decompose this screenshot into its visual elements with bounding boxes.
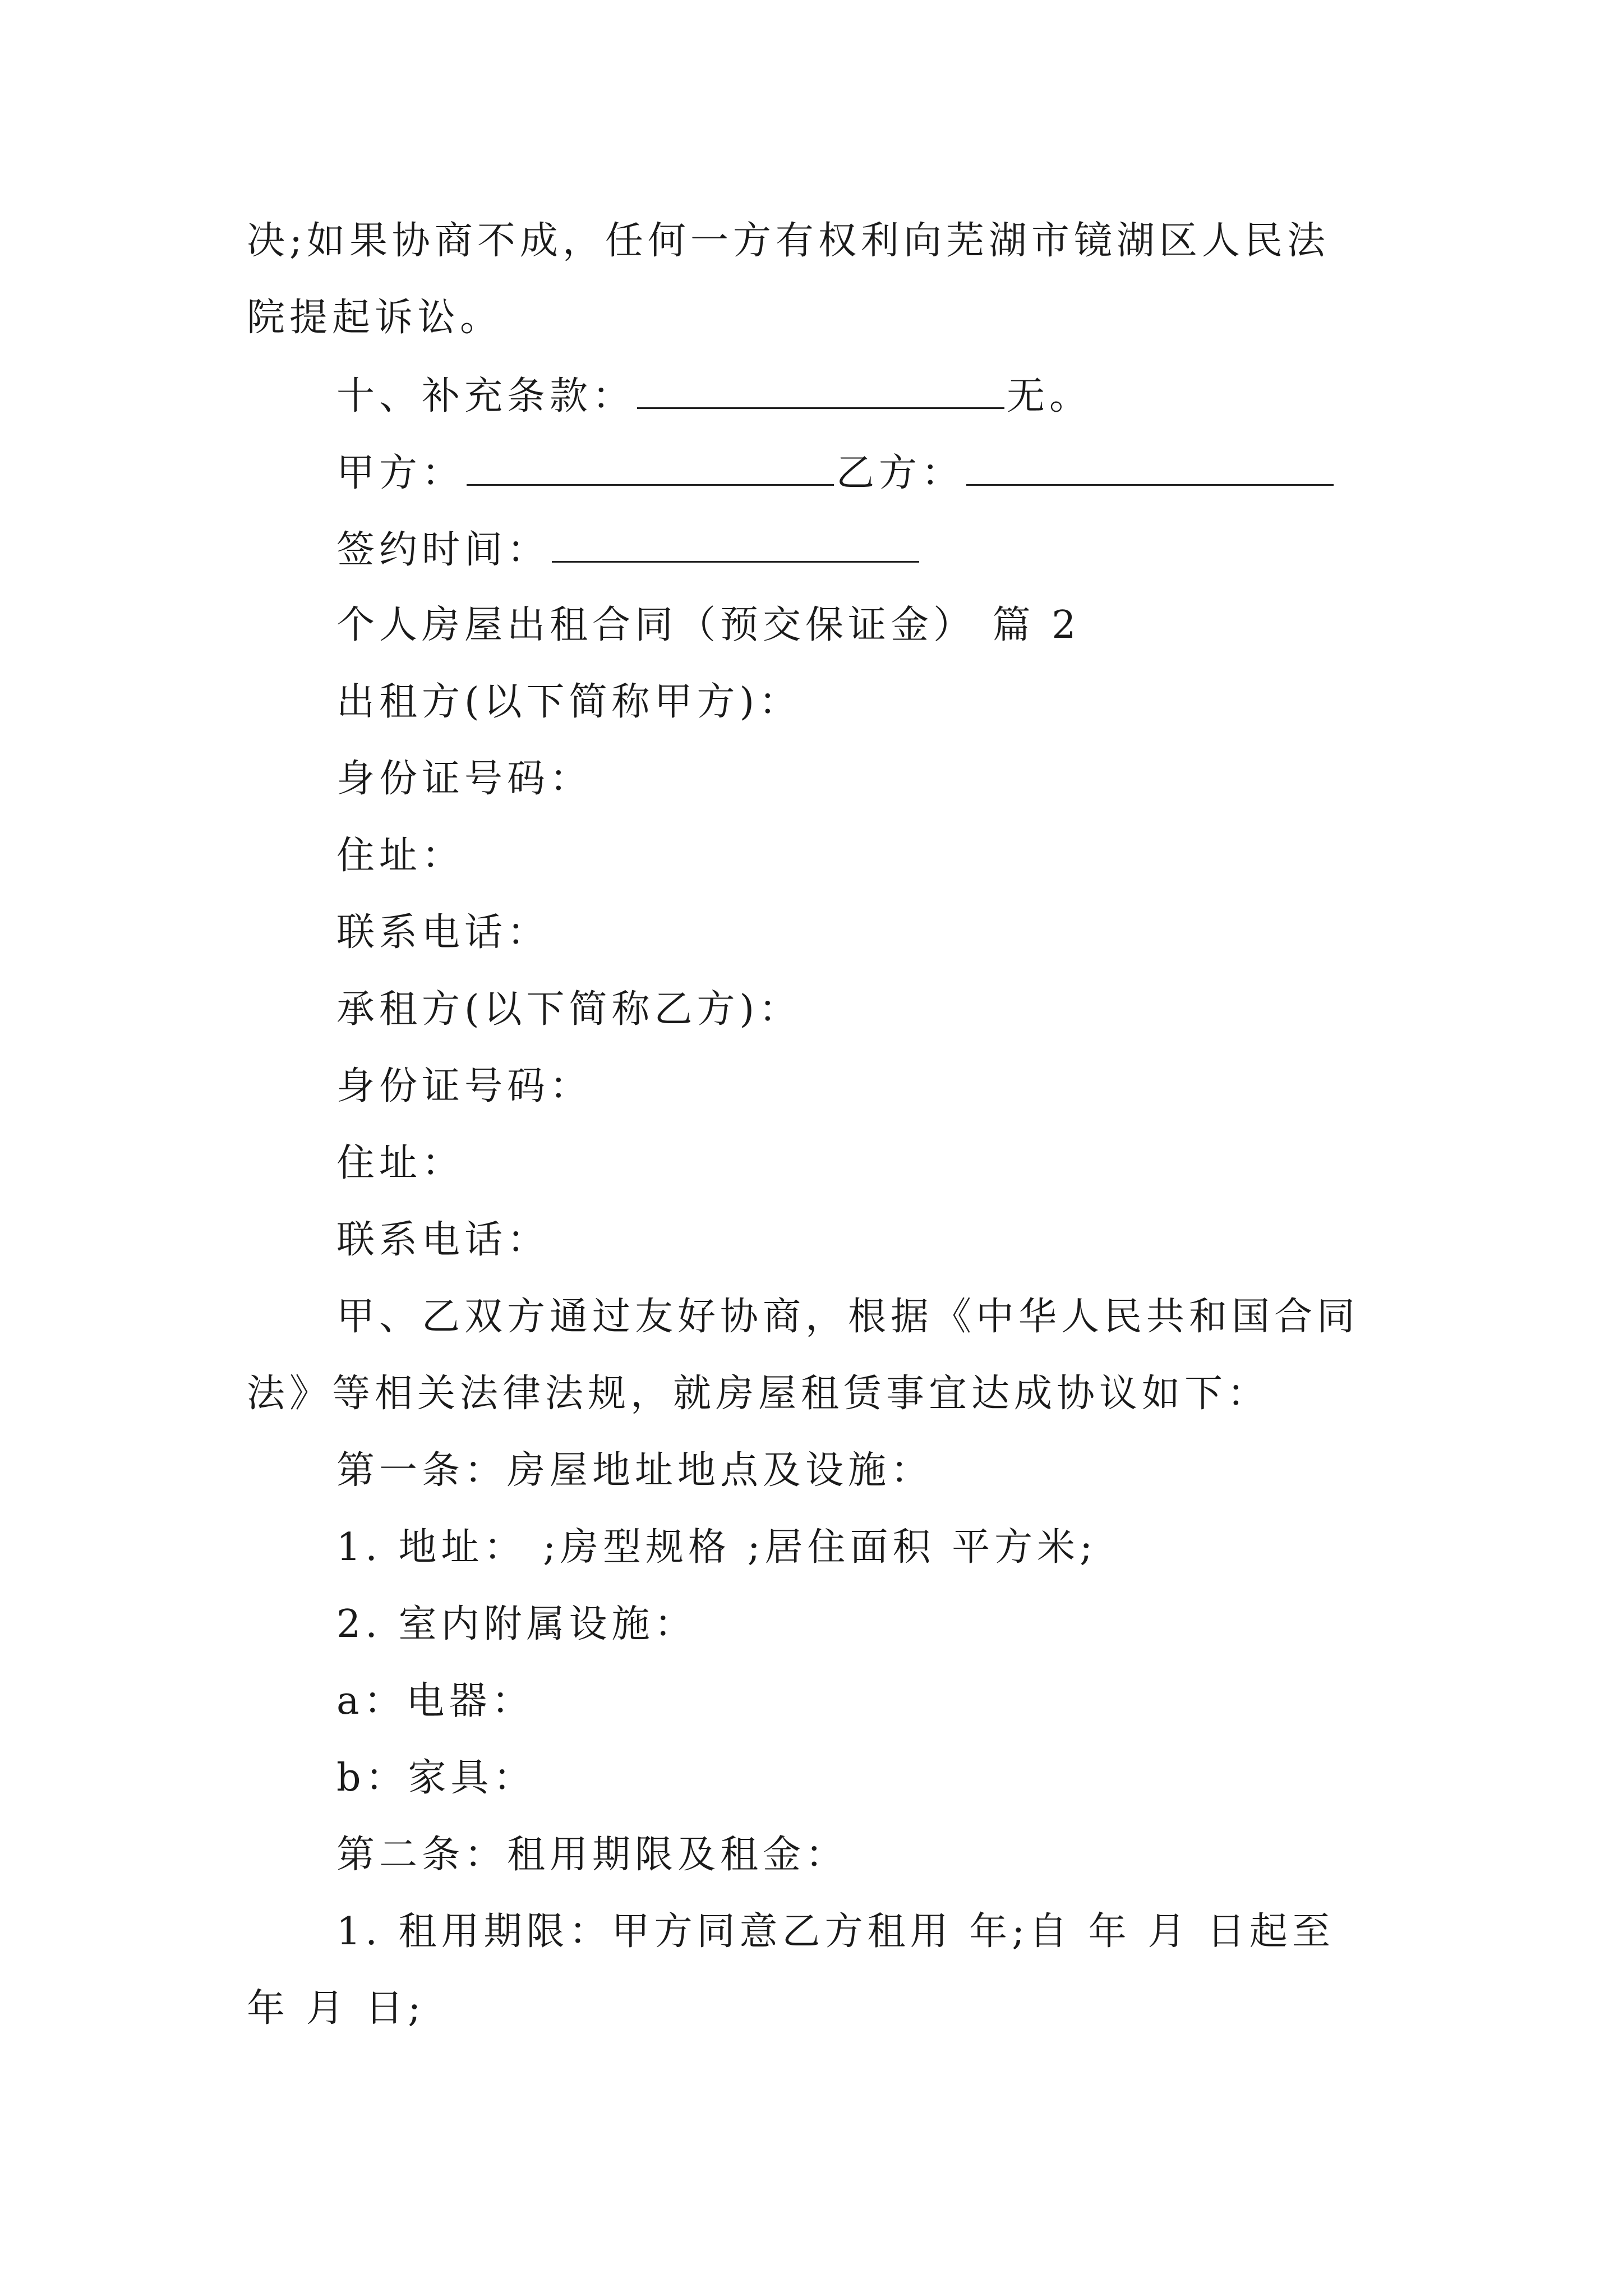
article-1-item-1: 1. 地址： ;房型规格 ;居住面积 平方米; <box>336 1525 1098 1570</box>
article-2-item-1-line-1: 1. 租用期限：甲方同意乙方租用 年;自 年 月 日起至 <box>336 1910 1335 1954</box>
article-1-item-a: a：电器： <box>336 1679 534 1723</box>
lessor-phone-label: 联系电话： <box>336 910 550 955</box>
supplementary-terms-value: 无。 <box>1007 374 1092 418</box>
lessor-address-label: 住址： <box>336 834 465 878</box>
intro-paragraph-line-1: 甲、乙双方通过友好协商，根据《中华人民共和国合同 <box>336 1295 1360 1339</box>
article-2-item-1-line-2: 年 月 日; <box>247 1986 426 2031</box>
supplementary-terms-line <box>336 372 1092 419</box>
lessee-phone-label: 联系电话： <box>336 1218 550 1262</box>
party-a-signature-blank[interactable] <box>467 449 834 486</box>
section-title: 个人房屋出租合同（预交保证金） 篇 2 <box>336 603 1081 647</box>
signature-line <box>336 449 1336 496</box>
article-1-item-b: b：家具： <box>336 1756 536 1800</box>
party-b-label: 乙方： <box>836 451 965 495</box>
lessor-id-label: 身份证号码： <box>336 757 593 801</box>
supplementary-terms-blank[interactable] <box>637 372 1004 409</box>
article-1-item-2: 2. 室内附属设施： <box>336 1602 697 1646</box>
sign-date-blank[interactable] <box>552 526 919 563</box>
lessee-id-label: 身份证号码： <box>336 1064 593 1108</box>
party-b-signature-blank[interactable] <box>966 449 1334 486</box>
text-line-2: 院提起诉讼。 <box>247 296 503 340</box>
text-line-1: 决;如果协商不成，任何一方有权利向芜湖市镜湖区人民法 <box>247 219 1330 263</box>
article-2-title: 第二条：租用期限及租金： <box>336 1833 849 1877</box>
sign-date-line <box>336 526 921 573</box>
supplementary-terms-label: 十、补充条款： <box>336 374 635 418</box>
lessor-label: 出租方(以下简称甲方)： <box>336 680 802 724</box>
intro-paragraph-line-2: 法》等相关法律法规，就房屋租赁事宜达成协议如下： <box>247 1372 1270 1416</box>
party-a-label: 甲方： <box>336 451 465 495</box>
article-1-title: 第一条：房屋地址地点及设施： <box>336 1448 934 1493</box>
lessee-address-label: 住址： <box>336 1141 465 1185</box>
lessee-label: 承租方(以下简称乙方)： <box>336 987 802 1032</box>
sign-date-label: 签约时间： <box>336 528 550 572</box>
